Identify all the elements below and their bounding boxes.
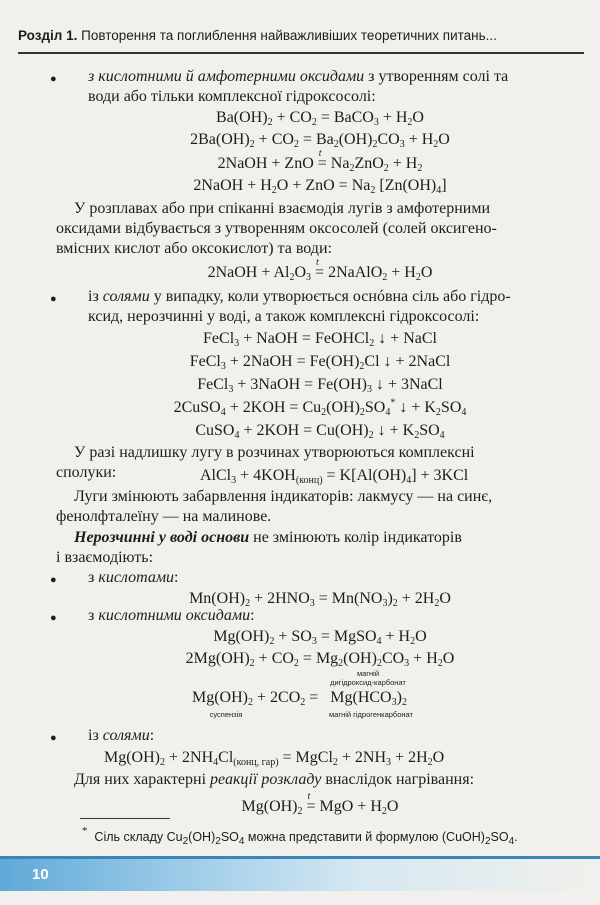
footnote: Сіль складу $Cu_2(OH)_2SO_4$ можна представити й формулою $(CuOH)_2SO_4$. bbox=[94, 830, 518, 847]
text-line: із солями: bbox=[88, 727, 155, 744]
text-line: з кислотами: bbox=[88, 569, 179, 586]
equation: 2NaOH + $Al_2O_3$ t = 2NaAlO$_2$ + $H_2O$ bbox=[40, 263, 600, 283]
footnote-rule bbox=[80, 818, 170, 819]
bullet-icon: ● bbox=[50, 574, 57, 586]
header-rule bbox=[18, 52, 584, 54]
equation: CuSO$_4$ + $2KOH = Cu(OH)_2$ ↓ + $K_2SO_4$ bbox=[195, 422, 445, 441]
text-line: Луги змінюють забарвлення індикаторів: лакмусу — на синє, bbox=[74, 488, 493, 505]
bullet-icon: ● bbox=[50, 612, 57, 624]
compound-caption: магній дигідроксид-карбонат bbox=[330, 669, 406, 687]
equation: $Ba(OH)_2 + CO_2$ = BaCO$_3$ + $H_2O$ bbox=[216, 109, 424, 128]
text-line: із солями у випадку, коли утворюється оснóвна сіль або гідро- bbox=[88, 288, 511, 305]
text-line: води або тільки комплексної гідроксосолі: bbox=[88, 88, 376, 105]
equation: $Mg(OH)_2 + SO_3$ = MgSO$_4$ + $H_2O$ bbox=[213, 628, 427, 647]
text-line: з кислотними оксидами: bbox=[88, 607, 255, 624]
text-line: з кислотними й амфотерними оксидами з утворенням солі та bbox=[88, 68, 509, 85]
compound-caption: магній гідрогенкарбонат bbox=[329, 710, 413, 719]
equation: $Mg(OH)_2 + 2CO_2 = Mg(HCO_3)_2$ bbox=[192, 689, 407, 708]
text-line: вмісних кислот або оксокислот) та води: bbox=[56, 240, 332, 257]
equation: 2NaOH + $H_2O$ + ZnO = $Na_2$ $[Zn(OH)_4]$ bbox=[193, 177, 447, 196]
text-line: оксидами відбувається з утворенням оксосолей (солей оксигено- bbox=[56, 220, 497, 237]
bullet-icon: ● bbox=[50, 732, 57, 744]
footnote-marker: * bbox=[82, 825, 88, 837]
text-line: Нерозчинні у воді основи не змінюють колір індикаторів bbox=[74, 529, 462, 546]
equation: $2Ba(OH)_2 + CO_2 = Ba_2(OH)_2CO_3 + H_2O$ bbox=[190, 131, 450, 150]
equation: AlCl$_3$ + $4KOH_{(конц)} = K[Al(OH)_4] + 3KCl$ bbox=[200, 467, 469, 486]
text-line: У разі надлишку лугу в розчинах утворюються комплексні bbox=[74, 444, 475, 461]
page-number: 10 bbox=[32, 866, 49, 883]
equation: $Mg(OH)_2$ t = MgO + $H_2O$ bbox=[40, 797, 600, 817]
bullet-icon: ● bbox=[50, 293, 57, 305]
equation: FeCl$_3$ + NaOH = FeOHCl$_2$ ↓ + NaCl bbox=[203, 330, 437, 349]
equation: 2CuSO$_4$ + $2KOH = Cu_2(OH)_2SO_4^*$ ↓ + $K_2SO_4$ bbox=[173, 397, 467, 418]
equation: $Mn(OH)_2 + 2HNO_3 = Mn(NO_3)_2 + 2H_2O$ bbox=[189, 590, 451, 609]
text-line: фенолфталеїну — на малинове. bbox=[56, 508, 272, 525]
equation: FeCl$_3$ + 2NaOH = $Fe(OH)_2Cl$ ↓ + 2NaCl bbox=[189, 353, 451, 372]
compound-caption: суспензія bbox=[209, 710, 243, 719]
footer-band bbox=[0, 859, 600, 891]
running-header bbox=[18, 28, 584, 43]
text-line: У розплавах або при спіканні взаємодія лугів з амфотерними bbox=[74, 200, 491, 217]
text-line: і взаємодіють: bbox=[56, 549, 154, 566]
text-line: сполуки: bbox=[56, 464, 117, 481]
equation: FeCl$_3$ + 3NaOH = $Fe(OH)_3$ ↓ + 3NaCl bbox=[197, 376, 443, 395]
text-line: Для них характерні реакції розкладу внаслідок нагрівання: bbox=[74, 771, 475, 788]
text-line: ксид, нерозчинні у воді, а також комплексні гідроксосолі: bbox=[88, 308, 480, 325]
equation: 2NaOH + ZnO $t = Na_2ZnO_2 + H_2$ bbox=[40, 154, 600, 174]
section-label: Розділ 1. bbox=[18, 28, 78, 43]
equation: $Mg(OH)_2 + 2NH_4Cl_{(конц, гар)}$ = MgCl$_2$ + $2NH_3 + 2H_2O$ bbox=[104, 749, 445, 768]
bullet-icon: ● bbox=[50, 73, 57, 85]
equation: $2Mg(OH)_2 + CO_2 = Mg_2(OH)_2CO_3 + H_2O$ bbox=[185, 650, 455, 669]
section-title: Повторення та поглиблення найважливіших теоретичних питань... bbox=[81, 28, 497, 43]
